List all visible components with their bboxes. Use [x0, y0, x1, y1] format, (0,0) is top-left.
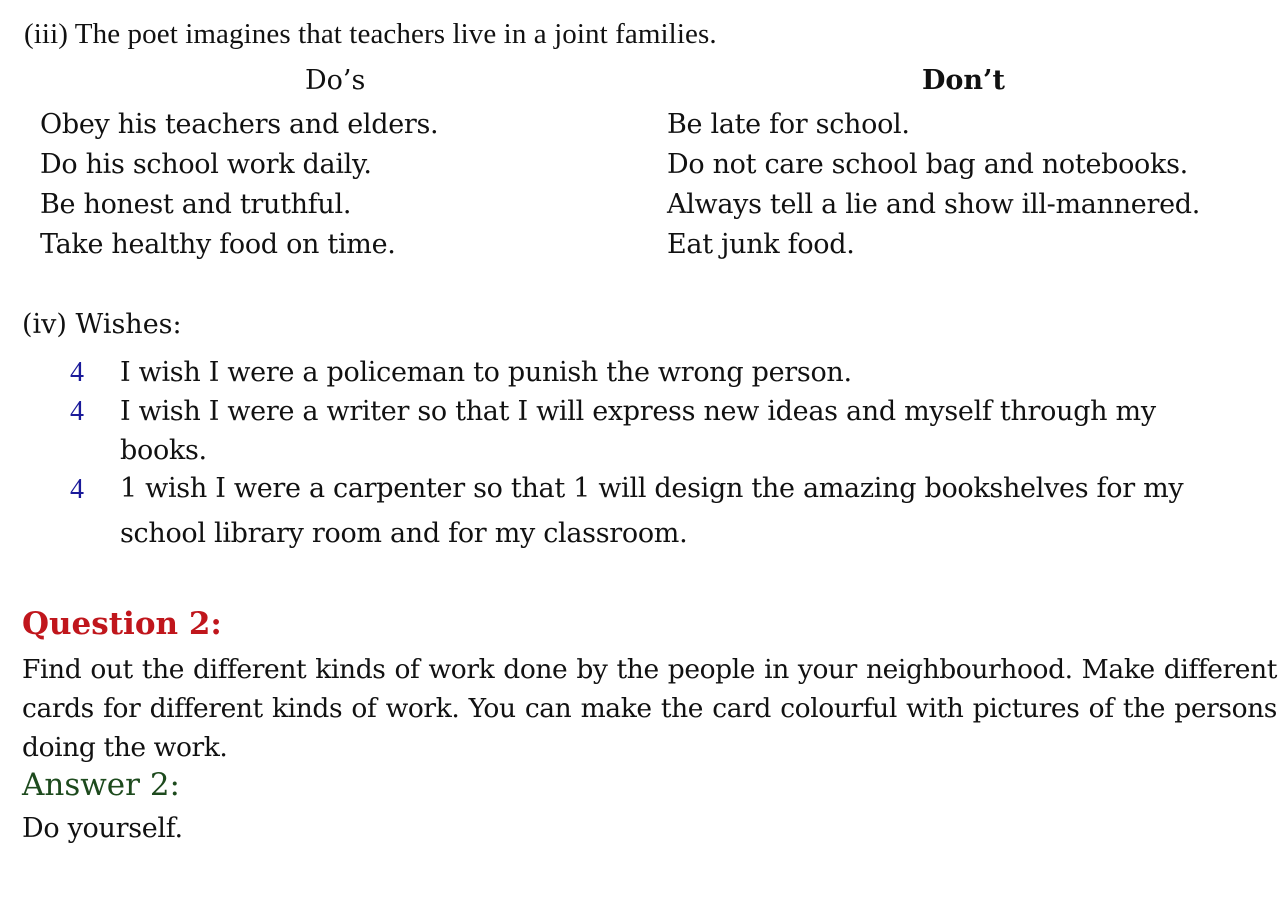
dos-heading: Do’s [305, 65, 366, 96]
wish-bullet: 4 [70, 357, 84, 388]
donts-heading: Don’t [922, 65, 1005, 96]
wishes-list [70, 353, 1250, 556]
donts-item: Do not care school bag and notebooks. [667, 149, 1188, 180]
wish-text: I wish I were a writer so that I will express new ideas and myself through my books. [120, 396, 1156, 466]
question-2-heading: Question 2: [22, 606, 222, 642]
dos-item: Take healthy food on time. [40, 229, 396, 260]
wish-bullet: 4 [70, 396, 84, 427]
wish-text: I wish I were a policeman to punish the wrong person. [120, 357, 852, 388]
donts-item: Be late for school. [667, 109, 910, 140]
wish-bullet: 4 [70, 474, 84, 505]
item-iv-label: (iv) Wishes: [22, 309, 182, 340]
wish-text: 1 wish I were a carpenter so that 1 will design the amazing bookshelves for my school library room and for my classroom. [120, 473, 1184, 549]
donts-list [667, 109, 1200, 269]
wish-item [70, 470, 1250, 556]
dos-list [40, 109, 438, 269]
question-2-body: Find out the different kinds of work done by the people in your neighbourhood. Make different cards for different kinds of work. You can make the card colourful with pictures of the persons doing the work. [22, 654, 1277, 763]
donts-item: Eat junk food. [667, 229, 855, 260]
answer-2-heading: Answer 2: [22, 767, 180, 803]
answer-2-body: Do yourself. [22, 813, 183, 844]
wish-item [70, 392, 1250, 470]
item-iii-text: (iii) The poet imagines that teachers live in a joint families. [24, 18, 717, 50]
wish-item [70, 353, 1250, 392]
dos-item: Be honest and truthful. [40, 189, 352, 220]
dos-item: Do his school work daily. [40, 149, 372, 180]
donts-item: Always tell a lie and show ill-mannered. [667, 189, 1201, 220]
dos-item: Obey his teachers and elders. [40, 109, 439, 140]
